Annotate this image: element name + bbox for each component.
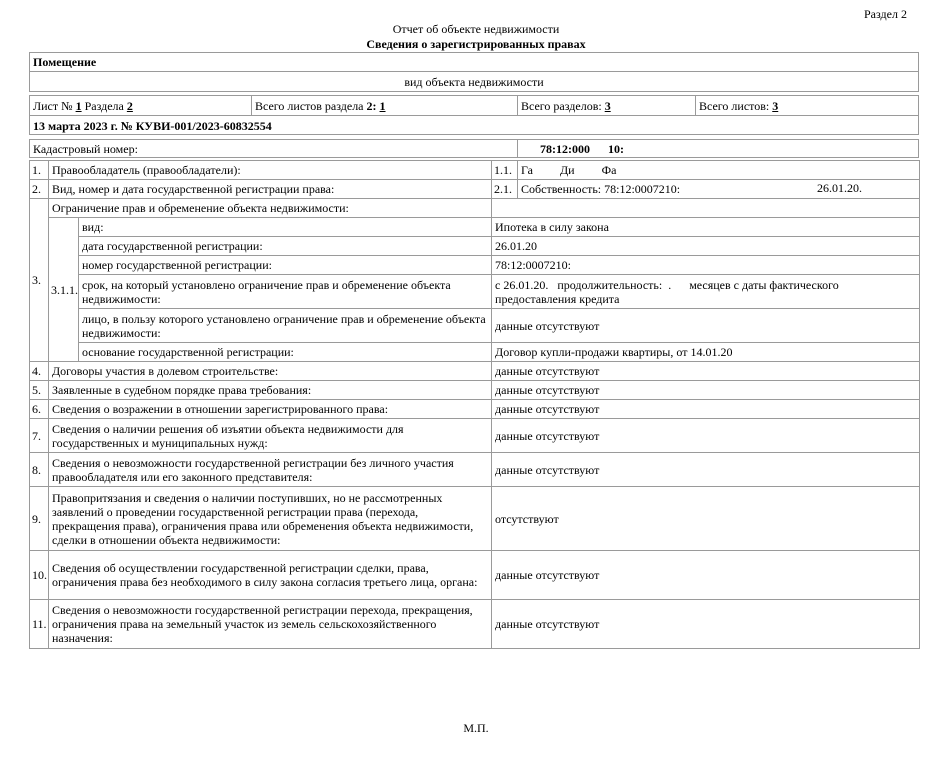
encumbrance-value: данные отсутствуют bbox=[492, 309, 920, 343]
table-row bbox=[30, 453, 920, 487]
row-label: Сведения об осуществлении государственной регистрации сделки, права, ограничения права без необходимого в силу закона согласия третьего лица, органа: bbox=[49, 551, 492, 600]
object-type-box bbox=[29, 52, 919, 92]
table-row bbox=[30, 237, 920, 256]
row-number: 9. bbox=[30, 487, 49, 551]
table-row bbox=[30, 309, 920, 343]
row-label: Ограничение прав и обременение объекта недвижимости: bbox=[49, 199, 492, 218]
row-number: 8. bbox=[30, 453, 49, 487]
encumbrance-value: с 26.01.20. продолжительность: . месяцев с даты фактического предоставления кредита bbox=[492, 275, 920, 309]
encumbrance-label: срок, на который установлено ограничение прав и обременение объекта недвижимости: bbox=[79, 275, 492, 309]
table-row bbox=[30, 256, 920, 275]
encumbrance-label: номер государственной регистрации: bbox=[79, 256, 492, 275]
cadastral-box bbox=[29, 139, 919, 158]
table-row bbox=[30, 343, 920, 362]
sheet-info-box bbox=[29, 95, 919, 135]
object-type: Помещение bbox=[33, 55, 97, 69]
right-registration-value: Собственность: 78:12:0007210: 26.01.20. bbox=[518, 180, 920, 199]
table-row bbox=[30, 400, 920, 419]
encumbrance-label: вид: bbox=[79, 218, 492, 237]
row-value: данные отсутствуют bbox=[492, 400, 920, 419]
object-type-caption: вид объекта недвижимости bbox=[404, 75, 544, 89]
table-row bbox=[30, 419, 920, 453]
encumbrance-value: 26.01.20 bbox=[492, 237, 920, 256]
row-value bbox=[492, 199, 920, 218]
report-subtitle: Сведения о зарегистрированных правах bbox=[366, 37, 586, 51]
row-subnumber: 1.1. bbox=[492, 161, 518, 180]
row-value: данные отсутствуют bbox=[492, 362, 920, 381]
row-label: Сведения о невозможности государственной регистрации перехода, прекращения, ограничения права на земельный участок из земель сельскохозяйственного назначения: bbox=[49, 600, 492, 649]
row-label: Договоры участия в долевом строительстве: bbox=[49, 362, 492, 381]
table-row bbox=[30, 362, 920, 381]
encumbrance-value: Договор купли-продажи квартиры, от 14.01.20 bbox=[492, 343, 920, 362]
row-number: 10. bbox=[30, 551, 49, 600]
encumbrance-value: Ипотека в силу закона bbox=[492, 218, 920, 237]
row-number: 1. bbox=[30, 161, 49, 180]
table-row bbox=[30, 487, 920, 551]
encumbrance-value: 78:12:0007210: bbox=[492, 256, 920, 275]
owner-value: Га Ди Фа bbox=[518, 161, 920, 180]
row-number: 11. bbox=[30, 600, 49, 649]
row-value: данные отсутствуют bbox=[492, 419, 920, 453]
document-line: 13 марта 2023 г. № КУВИ-001/2023-60832554 bbox=[33, 118, 272, 133]
table-row bbox=[30, 180, 920, 199]
row-subnumber: 2.1. bbox=[492, 180, 518, 199]
row-value: данные отсутствуют bbox=[492, 381, 920, 400]
row-value: отсутствуют bbox=[492, 487, 920, 551]
row-number: 2. bbox=[30, 180, 49, 199]
row-subnumber: 3.1.1. bbox=[49, 218, 79, 362]
row-label: Вид, номер и дата государственной регистрации права: bbox=[49, 180, 492, 199]
stamp-label: М.П. bbox=[463, 721, 489, 735]
encumbrance-label: дата государственной регистрации: bbox=[79, 237, 492, 256]
table-row bbox=[30, 218, 920, 237]
table-row bbox=[30, 600, 920, 649]
row-label: Заявленные в судебном порядке права требования: bbox=[49, 381, 492, 400]
section-tag: Раздел 2 bbox=[864, 7, 907, 21]
row-label: Сведения о невозможности государственной регистрации без личного участия правообладателя или его законного представителя: bbox=[49, 453, 492, 487]
sheet-number: Лист № 1 Раздела 2 bbox=[33, 98, 133, 113]
encumbrance-label: лицо, в пользу которого установлено ограничение прав и обременение объекта недвижимости: bbox=[79, 309, 492, 343]
cadastral-number: 78:12:000 10: bbox=[540, 141, 624, 156]
total-sections: Всего разделов: 3 bbox=[521, 98, 611, 113]
row-number: 7. bbox=[30, 419, 49, 453]
cadastral-label: Кадастровый номер: bbox=[33, 141, 138, 156]
table-row bbox=[30, 381, 920, 400]
table-row bbox=[30, 551, 920, 600]
row-number: 5. bbox=[30, 381, 49, 400]
row-value: данные отсутствуют bbox=[492, 551, 920, 600]
row-number: 3. bbox=[30, 199, 49, 362]
row-value: данные отсутствуют bbox=[492, 453, 920, 487]
row-number: 6. bbox=[30, 400, 49, 419]
table-row bbox=[30, 161, 920, 180]
row-value: данные отсутствуют bbox=[492, 600, 920, 649]
rights-table bbox=[29, 160, 920, 649]
section-sheets: Всего листов раздела 2: 1 bbox=[255, 98, 386, 113]
table-row bbox=[30, 199, 920, 218]
row-label: Правообладатель (правообладатели): bbox=[49, 161, 492, 180]
row-label: Правопритязания и сведения о наличии поступивших, но не рассмотренных заявлений о проведении государственной регистрации права (перехода, прекращения права), ограничения права или обременения объекта недвижимости, сделки в отношении объекта недвижимости: bbox=[49, 487, 492, 551]
row-number: 4. bbox=[30, 362, 49, 381]
table-row bbox=[30, 275, 920, 309]
total-sheets: Всего листов: 3 bbox=[699, 98, 779, 113]
row-label: Сведения о возражении в отношении зарегистрированного права: bbox=[49, 400, 492, 419]
right-registration-date: 26.01.20. bbox=[817, 181, 863, 195]
encumbrance-label: основание государственной регистрации: bbox=[79, 343, 492, 362]
row-label: Сведения о наличии решения об изъятии объекта недвижимости для государственных и муниципальных нужд: bbox=[49, 419, 492, 453]
report-title: Отчет об объекте недвижимости bbox=[392, 22, 560, 36]
